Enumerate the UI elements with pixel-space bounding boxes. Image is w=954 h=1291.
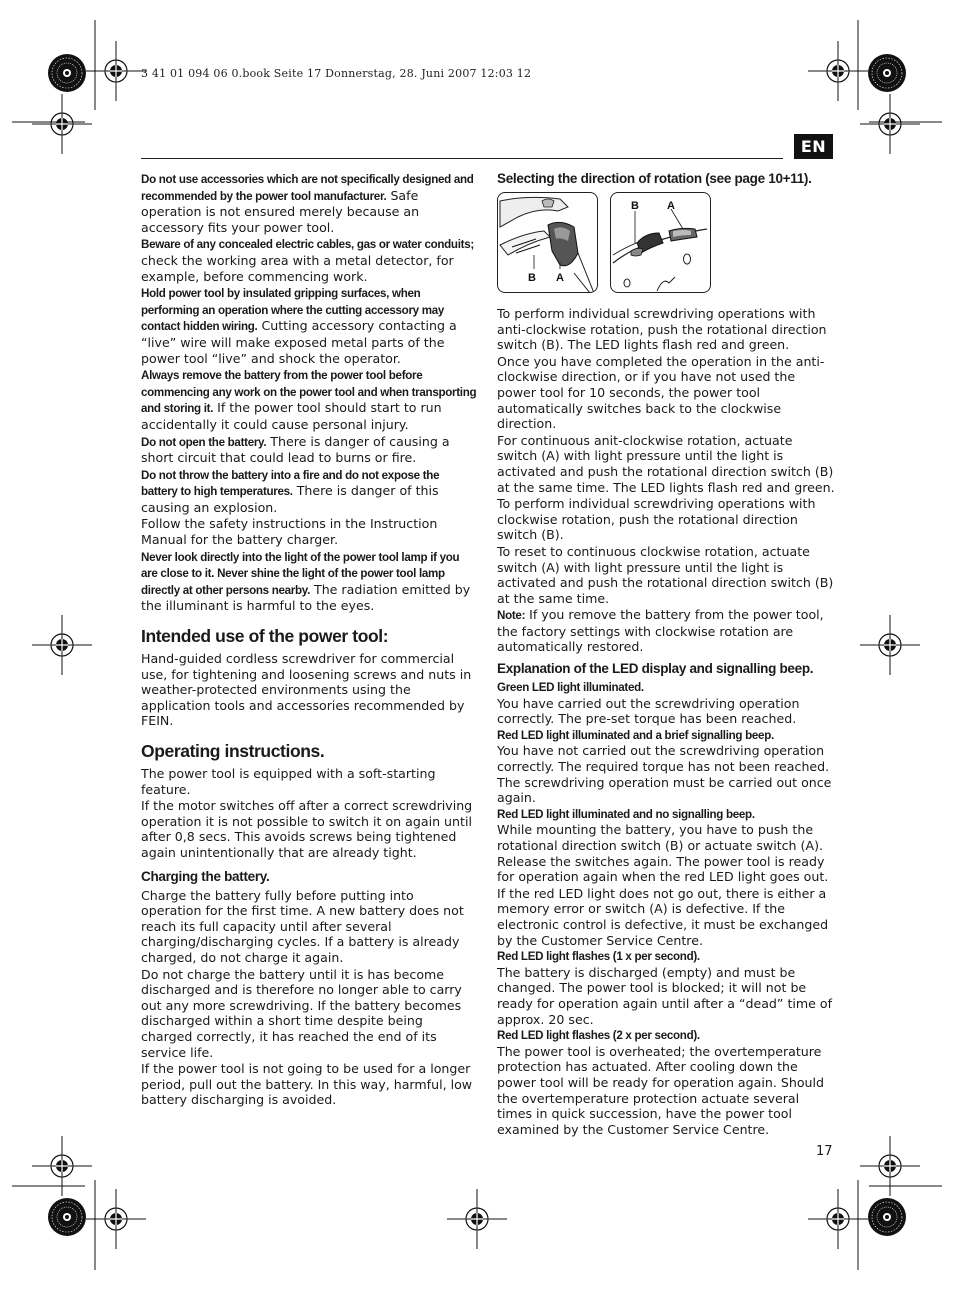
charging-heading: Charging the battery. <box>141 868 270 884</box>
safety-warning-bold: Do not open the battery. <box>141 435 267 449</box>
figure-label-b: B <box>528 272 536 284</box>
safety-warning-bold: Do not throw the battery into a fire and do not expose the battery to high temperatures. <box>141 468 440 499</box>
safety-warning-text: There is danger of this causing an explosion. <box>141 483 439 515</box>
safety-warning <box>141 285 478 366</box>
left-column <box>141 171 478 1108</box>
safety-warning <box>141 236 478 284</box>
led-item-title: Red LED light flashes (1 x per second). <box>497 950 700 964</box>
note-label: Note: <box>497 609 526 623</box>
rotation-paragraph: To perform individual screwdriving operations with anti-clockwise rotation, push the rotational direction switch (B). The LED lights flash red and green. <box>497 306 827 353</box>
safety-warning-text: Safe operation is not ensured merely because an accessory fits your power tool. <box>141 187 420 235</box>
led-item-text: If the red LED light does not go out, there is either a memory error or switch (A) is defective. If the electronic control is defective, it must be exchanged by the Customer Service Centre. <box>497 885 829 948</box>
safety-warning-bold: Never look directly into the light of the power tool lamp if you are close to it. Never shine the light of the power tool lamp directly at other persons nearby. <box>141 550 460 597</box>
led-item-text: You have carried out the screwdriving operation correctly. The pre-set torque has been reached. <box>497 695 800 727</box>
operating-paragraph: If the motor switches off after a correct screwdriving operation it is not possible to switch it on again until after 0,8 secs. This avoids screws being tightened again unintentionally that are already tight. <box>141 798 473 860</box>
safety-warning <box>141 549 478 614</box>
intended-use-heading: Intended use of the power tool: <box>141 626 389 647</box>
language-badge: EN <box>794 134 833 159</box>
figure-switch-side-view <box>497 192 598 293</box>
safety-warning-text: check the working area with a metal detector, for example, before commencing work. <box>141 252 454 284</box>
led-item-text: The battery is discharged (empty) and must be changed. The power tool is blocked; it will not be ready for operation again until after a “dead” time of approx. 20 sec. <box>497 964 833 1027</box>
safety-warning <box>141 516 478 547</box>
safety-warning-bold: Do not use accessories which are not specifically designed and recommended by the power tool manufacturer. <box>141 173 474 203</box>
rotation-heading: Selecting the direction of rotation (see page 10+11). <box>497 171 812 186</box>
safety-warning <box>141 367 478 432</box>
operating-heading: Operating instructions. <box>141 741 325 761</box>
note-paragraph <box>497 607 835 655</box>
operating-paragraph: The power tool is equipped with a soft-starting feature. <box>141 766 436 797</box>
safety-warning-text: Follow the safety instructions in the Instruction Manual for the battery charger. <box>141 516 438 548</box>
figure-label-b: B <box>631 200 639 212</box>
safety-warning-text: Cutting accessory contacting a “live” wire will make exposed metal parts of the power tool “live” and shock the operator. <box>141 318 457 366</box>
safety-warning <box>141 171 478 235</box>
charging-paragraph: If the power tool is not going to be used for a longer period, pull out the battery. In this way, harmful, low battery discharging is avoided. <box>141 1061 473 1108</box>
figure-label-a: A <box>667 200 675 212</box>
print-header: 3 41 01 094 06 0.book Seite 17 Donnerstag, 28. Juni 2007 12:03 12 <box>141 67 532 80</box>
safety-warning-bold: Beware of any concealed electric cables, gas or water conduits; <box>141 238 474 252</box>
right-column <box>497 171 835 1137</box>
led-item-text: While mounting the battery, you have to push the rotational direction switch (B) or actuate switch (A). Release the switches again. The power tool is ready for operation again when the red LED light goes out. <box>497 822 829 885</box>
safety-warning <box>141 467 478 516</box>
led-item-title: Red LED light flashes (2 x per second). <box>497 1029 700 1043</box>
page-number: 17 <box>816 1144 833 1159</box>
intended-use-text: Hand-guided cordless screwdriver for commercial use, for tightening and loosening screws and nuts in weather-protected environments using the application tools and accessories recommended by FEIN. <box>141 651 472 729</box>
figure-label-a: A <box>556 272 564 284</box>
led-heading: Explanation of the LED display and signalling beep. <box>497 661 814 677</box>
figures <box>497 192 835 293</box>
note-text: If you remove the battery from the power tool, the factory settings with clockwise rotation are automatically restored. <box>497 607 824 655</box>
safety-warning-text: The radiation emitted by the illuminant is harmful to the eyes. <box>141 581 471 614</box>
safety-warning-bold: Always remove the battery from the power tool before commencing any work on the power tool and when transporting and storing it. <box>141 369 477 416</box>
charging-paragraph: Charge the battery fully before putting into operation for the first time. A new battery does not reach its full capacity until after several charging/discharging cycles. If a battery is already charged, do not charge it again. <box>141 887 464 965</box>
safety-warning <box>141 434 478 466</box>
safety-warning-bold: Hold power tool by insulated gripping surfaces, when performing an operation where the cutting accessory may contact hidden wiring. <box>141 287 445 334</box>
led-item-title: Green LED light illuminated. <box>497 681 644 695</box>
rotation-paragraph: Once you have completed the operation in the anti-clockwise direction, or if you have not used the power tool for 10 seconds, the power tool automatically switches back to the clockwise direction. <box>497 353 825 432</box>
safety-warnings <box>141 171 478 614</box>
rotation-paragraph: To perform individual screwdriving operations with clockwise rotation, push the rotational direction switch (B). <box>497 496 816 543</box>
charging-paragraph: Do not charge the battery until it is has become discharged and is therefore no longer able to carry out any more screwdriving. If the battery becomes discharged within a short time despite being charged correctly, it has reached the end of its service life. <box>141 966 462 1060</box>
led-item-text: You have not carried out the screwdriving operation correctly. The required torque has not been reached. The screwdriving operation must be carried out once again. <box>497 743 832 806</box>
rotation-paragraph: For continuous anit-clockwise rotation, actuate switch (A) with light pressure until the light is activated and push the rotational direction switch (B) at the same time. The LED lights flash red and green. <box>497 432 835 495</box>
led-explanations <box>497 680 835 1137</box>
header-rule <box>141 158 783 159</box>
figure-switch-top-view <box>610 192 711 293</box>
safety-warning-text: If the power tool should start to run accidentally it could cause personal injury. <box>141 400 442 432</box>
safety-warning-text: There is danger of causing a short circuit that could lead to burns or fire. <box>141 433 450 466</box>
led-item-text: The power tool is overheated; the overtemperature protection has actuated. After cooling down the power tool will be ready for operation again. Should the overtemperature protection actuate several times in quick succession, have the power tool examined by the Customer Service Centre. <box>497 1043 825 1137</box>
rotation-paragraph: To reset to continuous clockwise rotation, actuate switch (A) with light pressure until the light is activated and push the rotational direction switch (B) at the same time. <box>497 543 834 606</box>
led-item-title: Red LED light illuminated and no signalling beep. <box>497 807 755 821</box>
led-item-title: Red LED light illuminated and a brief signalling beep. <box>497 728 774 742</box>
